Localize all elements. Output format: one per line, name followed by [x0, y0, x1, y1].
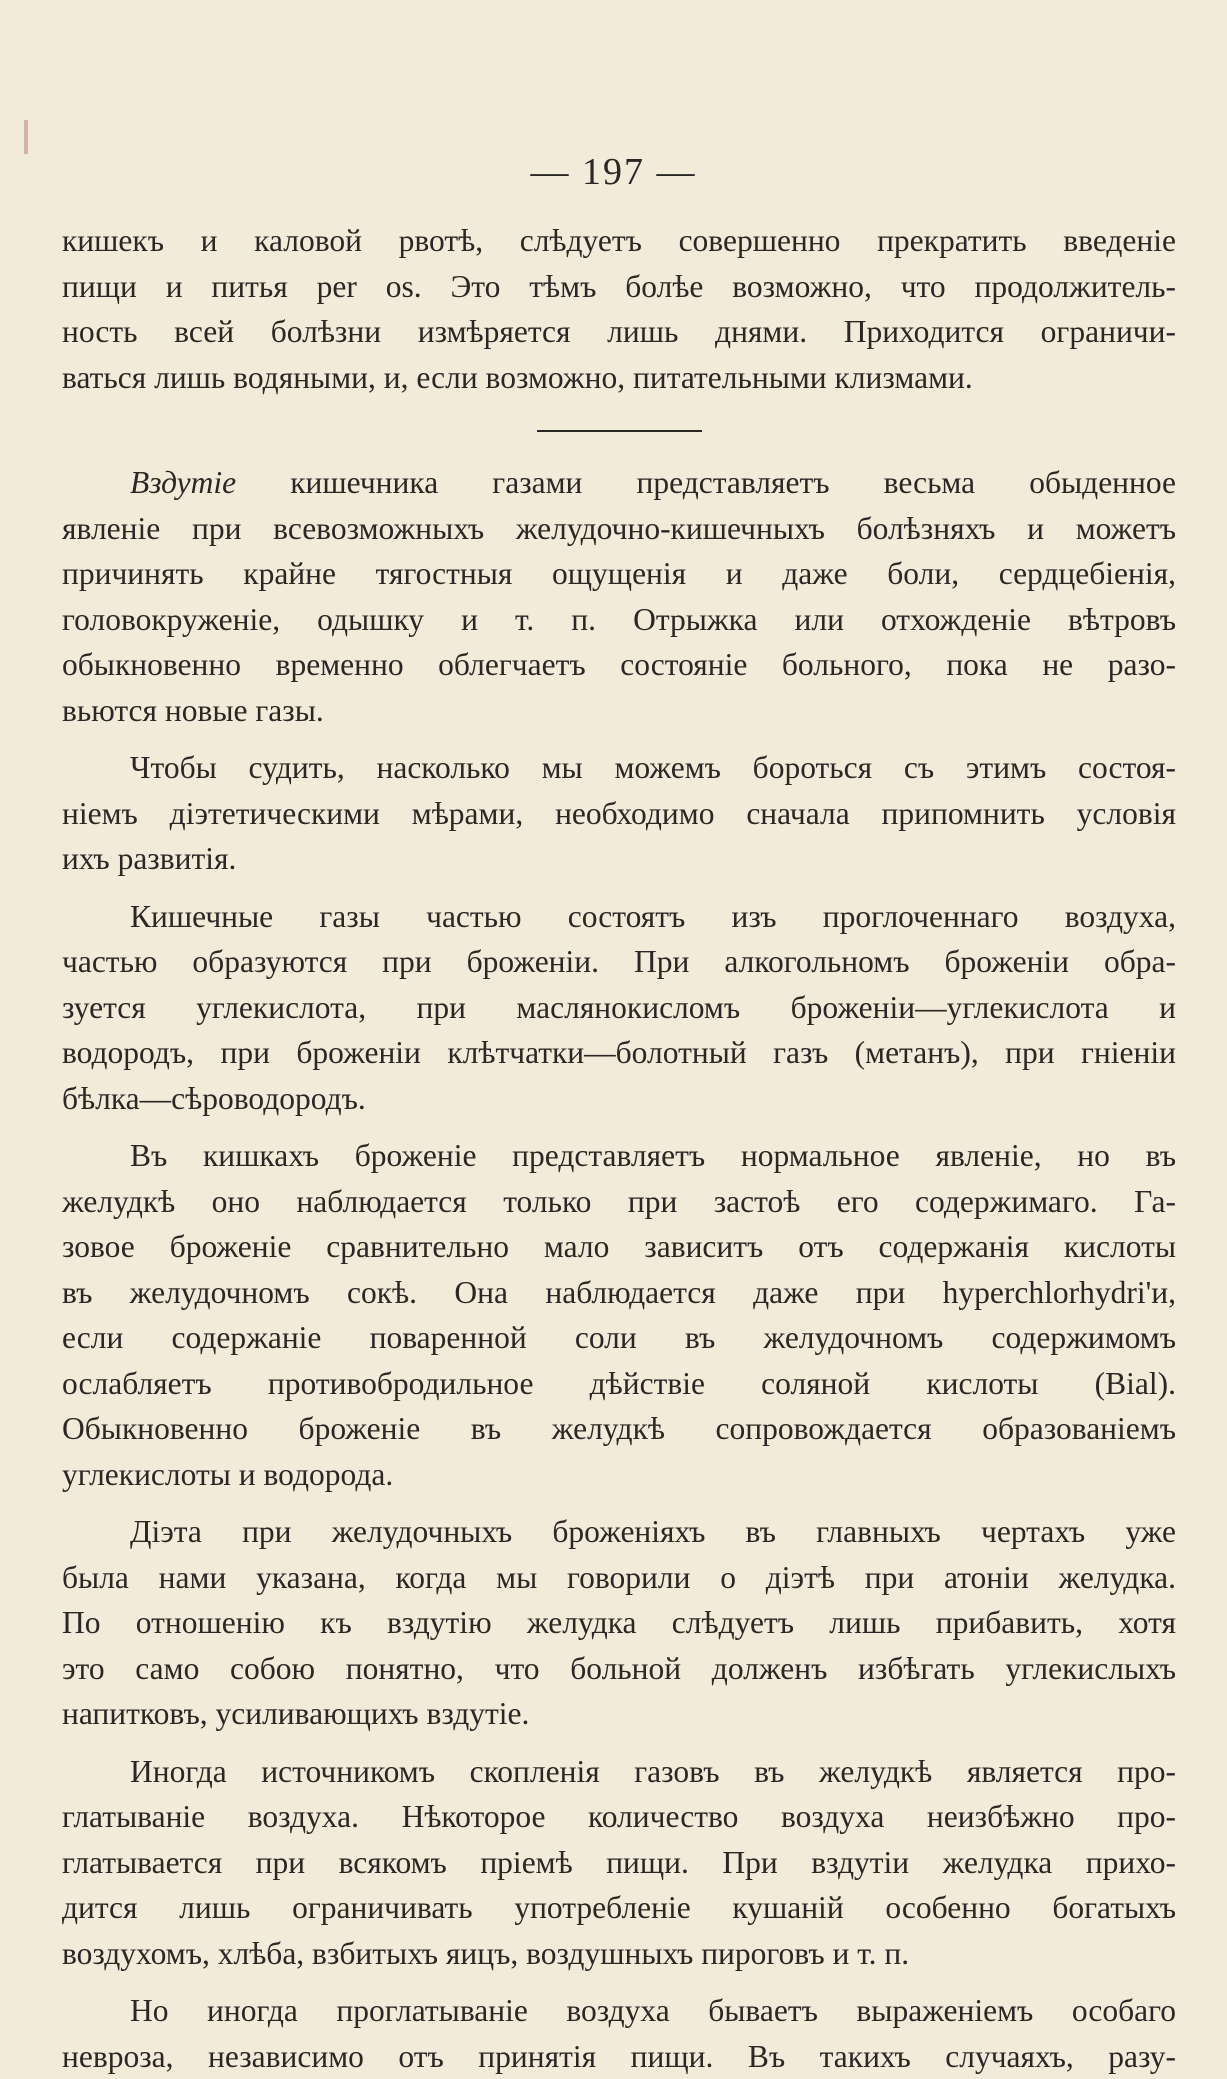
- text-line: зовое броженіе сравнительно мало зависитъ отъ содержанія кислоты: [62, 1224, 1176, 1270]
- margin-mark: [24, 120, 28, 154]
- emphasized-term: Вздутіе: [130, 465, 236, 500]
- text-line: углекислоты и водорода.: [62, 1452, 1176, 1498]
- text-line: невроза, независимо отъ принятія пищи. Въ такихъ случаяхъ, разу-: [62, 2034, 1176, 2079]
- text-line: причинять крайне тягостныя ощущенія и даже боли, сердцебіенія,: [62, 551, 1176, 597]
- text-line: Кишечные газы частью состоятъ изъ проглоченнаго воздуха,: [62, 894, 1176, 940]
- text-line: ослабляетъ противобродильное дѣйствіе соляной кислоты (Bial).: [62, 1361, 1176, 1407]
- text-line: Діэта при желудочныхъ броженіяхъ въ главныхъ чертахъ уже: [62, 1509, 1176, 1555]
- text-line: частью образуются при броженіи. При алкогольномъ броженіи обра-: [62, 939, 1176, 985]
- text-line: Но иногда проглатываніе воздуха бываетъ выраженіемъ особаго: [62, 1988, 1176, 2034]
- text-line: бѣлка—сѣроводородъ.: [62, 1076, 1176, 1122]
- paragraph-8: [62, 1988, 1176, 2079]
- paragraph-1: [62, 218, 1176, 400]
- text-line: дится лишь ограничивать употребленіе кушаній особенно богатыхъ: [62, 1885, 1176, 1931]
- text-line: обыкновенно временно облегчаетъ состояніе больного, пока не разо-: [62, 642, 1176, 688]
- text-line: водородъ, при броженіи клѣтчатки—болотный газъ (метанъ), при гніеніи: [62, 1030, 1176, 1076]
- paragraph-5: [62, 1133, 1176, 1497]
- text-line: глатываніе воздуха. Нѣкоторое количество воздуха неизбѣжно про-: [62, 1794, 1176, 1840]
- text-fragment: кишечника газами представляетъ весьма обыденное: [290, 465, 1176, 500]
- text-line: напитковъ, усиливающихъ вздутіе.: [62, 1691, 1176, 1737]
- text-line: ихъ развитія.: [62, 836, 1176, 882]
- section-divider: [537, 430, 702, 432]
- text-line: ваться лишь водяными, и, если возможно, питательными клизмами.: [62, 355, 1176, 401]
- text-line: воздухомъ, хлѣба, взбитыхъ яицъ, воздушныхъ пироговъ и т. п.: [62, 1931, 1176, 1977]
- paragraph-7: [62, 1749, 1176, 1977]
- text-line: головокруженіе, одышку и т. п. Отрыжка или отхожденіе вѣтровъ: [62, 597, 1176, 643]
- text-line: ность всей болѣзни измѣряется лишь днями. Приходится ограничи-: [62, 309, 1176, 355]
- text-line: [62, 460, 1176, 506]
- text-line: если содержаніе поваренной соли въ желудочномъ содержимомъ: [62, 1315, 1176, 1361]
- text-line: ніемъ діэтетическими мѣрами, необходимо сначала припомнить условія: [62, 791, 1176, 837]
- text-line: пищи и питья per os. Это тѣмъ болѣе возможно, что продолжитель-: [62, 264, 1176, 310]
- text-line: явленіе при всевозможныхъ желудочно-кишечныхъ болѣзняхъ и можетъ: [62, 506, 1176, 552]
- text-line: кишекъ и каловой рвотѣ, слѣдуетъ совершенно прекратить введеніе: [62, 218, 1176, 264]
- text-line: Въ кишкахъ броженіе представляетъ нормальное явленіе, но въ: [62, 1133, 1176, 1179]
- text-line: Обыкновенно броженіе въ желудкѣ сопровождается образованіемъ: [62, 1406, 1176, 1452]
- text-line: Иногда источникомъ скопленія газовъ въ желудкѣ является про-: [62, 1749, 1176, 1795]
- page-body: [62, 218, 1176, 2079]
- text-line: вьются новые газы.: [62, 688, 1176, 734]
- text-line: была нами указана, когда мы говорили о діэтѣ при атоніи желудка.: [62, 1555, 1176, 1601]
- text-line: По отношенію къ вздутію желудка слѣдуетъ лишь прибавить, хотя: [62, 1600, 1176, 1646]
- text-line: глатывается при всякомъ пріемѣ пищи. При вздутіи желудка прихо-: [62, 1840, 1176, 1886]
- text-line: желудкѣ оно наблюдается только при застоѣ его содержимаго. Га-: [62, 1179, 1176, 1225]
- text-line: это само собою понятно, что больной долженъ избѣгать углекислыхъ: [62, 1646, 1176, 1692]
- page-number: — 197 —: [0, 150, 1227, 194]
- text-line: въ желудочномъ сокѣ. Она наблюдается даже при hyperchlorhydri'и,: [62, 1270, 1176, 1316]
- paragraph-4: [62, 894, 1176, 1122]
- paragraph-3: [62, 745, 1176, 882]
- paragraph-2: [62, 460, 1176, 733]
- paragraph-6: [62, 1509, 1176, 1737]
- text-line: Чтобы судить, насколько мы можемъ бороться съ этимъ состоя-: [62, 745, 1176, 791]
- text-line: зуется углекислота, при маслянокисломъ броженіи—углекислота и: [62, 985, 1176, 1031]
